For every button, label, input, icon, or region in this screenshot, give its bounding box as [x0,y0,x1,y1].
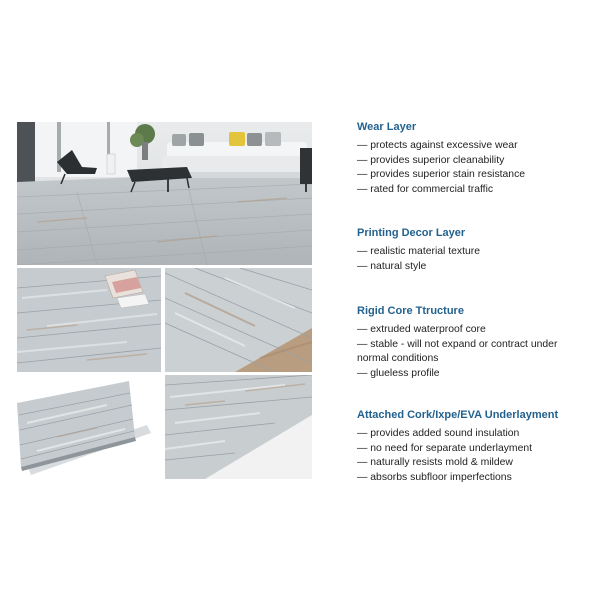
feature-title: Rigid Core Ttructure [357,305,464,317]
feature-bullet: — protects against excessive wear [357,140,518,151]
feature-bullets [357,323,592,381]
feature-bullet: — natural style [357,260,427,272]
feature-bullet: — rated for commercial traffic [357,183,494,195]
feature-bullets [357,245,480,274]
feature-bullet: — naturally resists mold & mildew [357,457,513,468]
feature-bullet: — realistic material texture [357,246,480,257]
feature-title: Attached Cork/Ixpe/EVA Underlayment [357,409,559,421]
plank-closeup-photo [17,268,161,372]
feature-bullet: — provides added sound insulation [357,428,520,439]
stacked-planks-photo [17,375,161,479]
feature-bullet: — absorbs subfloor imperfections [357,471,512,483]
feature-bullet: — provides superior stain resistance [357,169,526,180]
feature-bullet: — glueless profile [357,367,440,379]
feature-printing-decor-layer [357,226,480,274]
plank-seam-photo [165,268,312,372]
feature-bullets [357,139,525,197]
feature-title: Printing Decor Layer [357,227,466,239]
feature-bullet: — stable - will not expand or contract under normal conditions [357,338,558,364]
feature-title: Wear Layer [357,121,417,133]
living-room-photo [17,122,312,265]
feature-bullet: — extruded waterproof core [357,324,486,335]
feature-rigid-core [357,304,592,381]
feature-bullets [357,427,558,485]
feature-underlayment [357,408,558,485]
feature-bullet: — no need for separate underlayment [357,442,533,454]
feature-wear-layer [357,120,525,197]
plank-edge-photo [165,375,312,479]
feature-bullet: — provides superior cleanability [357,154,505,166]
